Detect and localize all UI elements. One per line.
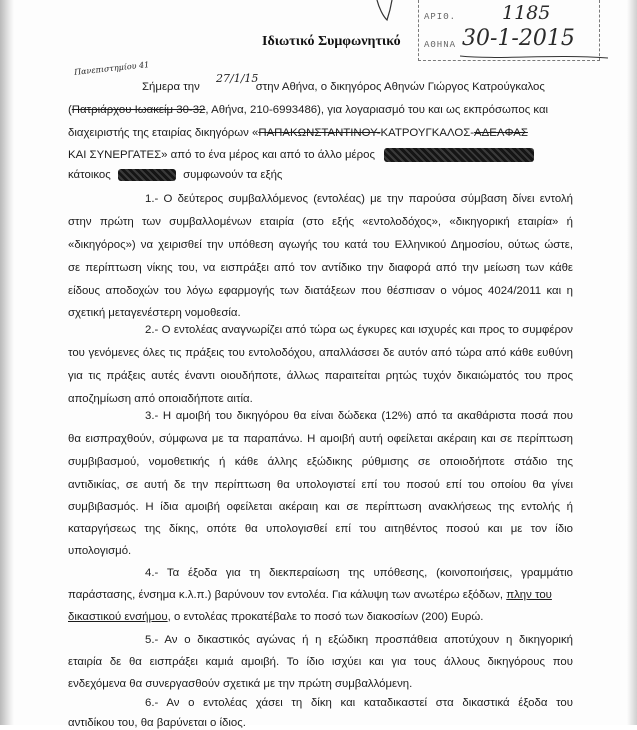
intro-parties-text: ΚΑΙ ΣΥΝΕΡΓΑΤΕΣ» από το ένα μέρος και από το άλλο μέρος bbox=[68, 149, 375, 162]
p5-line-1: 5.- Αν ο δικαστικός αγώνας ή η εξώδικη προσπάθεια αποτύχουν η δικηγορική bbox=[145, 634, 573, 646]
struck-firm-suffix: ΑΔΕΛΦΑΣ bbox=[474, 127, 528, 139]
p3-line-2: θα εισπραχθούν, σύμφωνα με τα παραπάνω. Η αμοιβή αυτή οφείλεται ακέραιη και σε περίπτωση bbox=[68, 433, 573, 445]
pen-mark bbox=[374, 0, 394, 22]
p1-line-4: σε περίπτωση νίκης του, να εισπράξει από τον αντίδικο την διαφορά από την μείωση των κάθε bbox=[68, 262, 573, 274]
intro-line-1 bbox=[142, 80, 572, 94]
p6-line-2: αντιδίκου του, θα βαρύνεται ο ίδιος. bbox=[68, 717, 246, 729]
p3-line-4: αντιδικίας, σε αυτή δε την περίπτωση θα υπολογιστεί επί του ποσού επί του οποίου θα γίνει bbox=[68, 479, 573, 491]
intro-line-4 bbox=[68, 148, 573, 162]
p4-underlined-except: πλην του bbox=[506, 589, 552, 601]
p2-line-1: 2.- Ο εντολέας αναγνωρίζει από τώρα ως έγκυρες και ισχυρές και προς το συμφέρον bbox=[145, 324, 573, 336]
firm-name: ΚΑΤΡΟΥΓΚΑΛΟΣ bbox=[380, 127, 471, 139]
scan-shadow-left bbox=[0, 0, 14, 725]
p1-line-2: στην πρώτη των συμβαλλομένων εταιρία (στο εξής «εντολοδόχος», «δικηγορική εταιρία» ή bbox=[68, 216, 573, 228]
stamp-label-number: ΑΡΙΘ. bbox=[424, 12, 457, 22]
handwritten-address: Πανεπιστημίου 41 bbox=[73, 60, 150, 77]
document-title: Ιδιωτικό Συμφωνητικό bbox=[262, 34, 401, 49]
p1-line-3: «δικηγόρος») να χειρισθεί την υπόθεση αγωγής του κατά του Ελληνικού Δημοσίου, ούτως ώστε, bbox=[68, 239, 573, 251]
intro-line-2: (Πατριάρχου Ιωακείμ 30-32, Αθήνα, 210-6993486), για λογαριασμό του και ως εκπρόσωπος και bbox=[68, 104, 549, 116]
p1-line-1: 1.- Ο δεύτερος συμβαλλόμενος (εντολέας) με την παρούσα σύμβαση δίνει εντολή bbox=[145, 193, 573, 205]
p1-line-5: είδους αποδοχών του λόγω εφαρμογής των διατάξεων που θέσπισαν ο νόμος 4024/2011 και η bbox=[68, 285, 573, 297]
p1-line-6: σχετική μεταγενέστερη νομοθεσία. bbox=[68, 307, 241, 319]
p3-line-3: συμβιβασμού, νομοθετικής ή κάθε άλλης εξώδικης ρύθμισης σε οποιοδήποτε στάδιο της bbox=[68, 456, 573, 468]
p3-line-5: συμβιβασμός. Η ίδια αμοιβή οφείλεται ακέραιη και σε περίπτωση ανακλήσεως της εντολής ή bbox=[68, 501, 573, 513]
p3-line-1: 3.- Η αμοιβή του δικηγόρου θα είναι δώδεκα (12%) από τα ακαθάριστα ποσά που bbox=[145, 410, 573, 422]
registration-stamp bbox=[418, 0, 614, 68]
stamp-underline bbox=[460, 52, 610, 62]
p4-underlined-stamp-duty: δικαστικού ενσήμου bbox=[68, 611, 168, 623]
p5-line-2: εταιρία δε θα εισπράξει καμιά αμοιβή. Το ίδιο ισχύει και για τους άλλους δικηγόρους που bbox=[68, 656, 573, 668]
p4-line-3 bbox=[68, 610, 573, 624]
stamp-protocol-number: 1185 bbox=[502, 2, 551, 24]
intro-firm-text: διαχειριστής της εταιρίας δικηγόρων « bbox=[68, 127, 259, 139]
p4-line-1: 4.- Τα έξοδα για τη διεκπεραίωση της υπόθεσης, (κοινοποιήσεις, γραμμάτιο bbox=[145, 567, 573, 579]
p6-line-1: 6.- Αν ο εντολέας χάσει τη δίκη και καταδικαστεί στα δικαστικά έξοδα του bbox=[145, 697, 573, 709]
intro-resident-text: κάτοικος bbox=[68, 169, 111, 181]
handwritten-date: 27/1/15 bbox=[216, 72, 259, 85]
intro-lawyer-text: στην Αθήνα, ο δικηγόρος Αθηνών Γιώργος Κατρούγκαλος bbox=[255, 81, 545, 93]
intro-agree-text: συμφωνούν τα εξής bbox=[183, 169, 283, 181]
intro-line-5 bbox=[68, 168, 573, 182]
p4-line-2 bbox=[68, 588, 573, 602]
redacted-residence bbox=[118, 169, 176, 181]
redacted-client-name bbox=[384, 148, 534, 162]
intro-contact-text: , Αθήνα, 210-6993486), για λογαριασμό του και ως εκπρόσωπος και bbox=[205, 104, 549, 116]
p4-expenses-text: παράστασης, ένσημα κ.λ.π.) βαρύνουν τον εντολέα. Για κάλυψη των ανωτέρω εξόδων, bbox=[68, 589, 504, 601]
p3-line-7: υπολογισμό. bbox=[68, 545, 132, 557]
p2-line-3: για τις πράξεις αυτές έναντι οιουδήποτε, άλλως παραιτείται ρητώς τυχόν δικαιώματός του προς bbox=[68, 370, 573, 382]
p2-line-4: αποζημίωση από οποιαδήποτε αιτία. bbox=[68, 393, 253, 405]
stamp-label-city: ΑΘΗΝΑ bbox=[424, 40, 457, 50]
stamp-date: 30-1-2015 bbox=[462, 26, 575, 51]
p5-line-3: ενδεχόμενα θα συνεργασθούν σχετικά με την πρώτη συμβαλλόμενη. bbox=[68, 678, 413, 690]
p3-line-6: καταργήσεως της δίκης, οπότε θα υπολογισθεί επί του αιτηθέντος ποσού και με τον ίδιο bbox=[68, 523, 573, 535]
p4-advance-text: , ο εντολέας προκατέβαλε το ποσό των διακοσίων (200) Ευρώ. bbox=[167, 611, 484, 623]
scan-shadow-right bbox=[627, 0, 637, 725]
intro-line-3: διαχειριστής της εταιρίας δικηγόρων «ΠΑΠΑΚΩΝΣΤΑΝΤΙΝΟΥ-ΚΑΤΡΟΥΓΚΑΛΟΣ-ΑΔΕΛΦΑΣ bbox=[68, 127, 528, 139]
struck-firm-name: ΠΑΠΑΚΩΝΣΤΑΝΤΙΝΟΥ- bbox=[258, 127, 381, 139]
p2-line-2: του γενόμενες όλες τις πράξεις του εντολοδόχου, απαλλάσσει δε αυτόν από τώρα από κάθε ευθύνη bbox=[68, 347, 573, 359]
struck-address: Πατριάρχου Ιωακείμ 30-32 bbox=[71, 104, 206, 116]
intro-today-text: Σήμερα την bbox=[142, 81, 200, 93]
